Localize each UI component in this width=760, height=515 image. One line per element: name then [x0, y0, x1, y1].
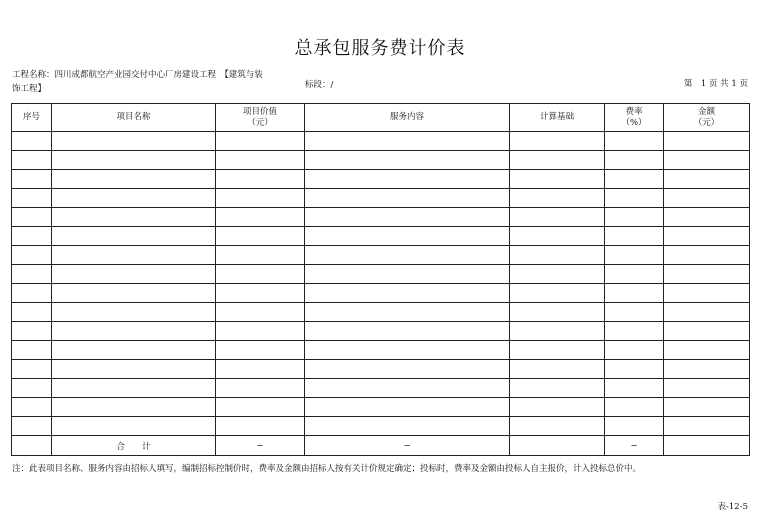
table-cell: [510, 265, 605, 284]
table-cell: [12, 398, 52, 417]
table-row: [12, 360, 750, 379]
table-cell: [216, 246, 305, 265]
total-basis-cell: [510, 436, 605, 456]
fee-table: [11, 103, 750, 456]
table-cell: [216, 265, 305, 284]
table-cell: [52, 246, 216, 265]
table-cell: [664, 132, 750, 151]
col-header-rate: 费率 （%）: [605, 104, 664, 132]
table-cell: [216, 398, 305, 417]
col-header-amount: 金额 （元）: [664, 104, 750, 132]
table-cell: [12, 322, 52, 341]
table-cell: [52, 341, 216, 360]
total-index-cell: [12, 436, 52, 456]
table-cell: [664, 417, 750, 436]
col-header-item-name: 项目名称: [52, 104, 216, 132]
footnote: 注：此表项目名称、服务内容由招标人填写，编制招标控制价时，费率及金额由招标人按有关计价规定确定；投标时，费率及金额由投标人自主报价，计入投标总价中。: [12, 464, 642, 474]
table-cell: [605, 227, 664, 246]
table-cell: [12, 189, 52, 208]
table-row: [12, 341, 750, 360]
table-row: [12, 398, 750, 417]
table-cell: [664, 189, 750, 208]
table-cell: [305, 398, 510, 417]
table-cell: [12, 303, 52, 322]
table-cell: [216, 322, 305, 341]
table-cell: [664, 227, 750, 246]
table-cell: [510, 151, 605, 170]
table-cell: [664, 151, 750, 170]
header-row: [12, 104, 750, 132]
table-cell: [52, 265, 216, 284]
table-cell: [510, 379, 605, 398]
table-cell: [52, 417, 216, 436]
table-cell: [510, 417, 605, 436]
table-cell: [12, 284, 52, 303]
table-cell: [605, 208, 664, 227]
table-cell: [510, 227, 605, 246]
project-name-line2: 饰工程】: [12, 84, 47, 94]
total-row: [12, 436, 750, 456]
total-label: 合 计: [52, 436, 216, 456]
table-cell: [605, 246, 664, 265]
table-cell: [305, 170, 510, 189]
table-cell: [605, 379, 664, 398]
table-row: [12, 189, 750, 208]
table-cell: [12, 379, 52, 398]
table-cell: [216, 189, 305, 208]
table-cell: [216, 284, 305, 303]
table-cell: [605, 360, 664, 379]
table-cell: [216, 303, 305, 322]
table-cell: [216, 379, 305, 398]
col-header-service-content: 服务内容: [305, 104, 510, 132]
table-cell: [605, 151, 664, 170]
table-cell: [52, 360, 216, 379]
table-row: [12, 322, 750, 341]
table-cell: [52, 170, 216, 189]
table-cell: [664, 360, 750, 379]
table-cell: [664, 379, 750, 398]
table-cell: [305, 360, 510, 379]
table-row: [12, 303, 750, 322]
table-row: [12, 208, 750, 227]
table-cell: [216, 341, 305, 360]
table-cell: [12, 132, 52, 151]
col-header-item-value: 项目价值 （元）: [216, 104, 305, 132]
project-name-line1: 工程名称：四川成都航空产业园交付中心厂房建设工程 【建筑与装: [12, 70, 263, 80]
table-cell: [216, 151, 305, 170]
table-row: [12, 379, 750, 398]
section-label: 标段：/: [305, 80, 334, 90]
table-cell: [510, 208, 605, 227]
table-cell: [52, 379, 216, 398]
table-cell: [305, 322, 510, 341]
table-row: [12, 246, 750, 265]
table-cell: [12, 360, 52, 379]
table-cell: [52, 132, 216, 151]
col-header-calc-basis: 计算基础: [510, 104, 605, 132]
table-cell: [605, 417, 664, 436]
table-cell: [510, 284, 605, 303]
table-cell: [510, 246, 605, 265]
table-cell: [305, 151, 510, 170]
table-cell: [216, 360, 305, 379]
table-cell: [305, 417, 510, 436]
table-cell: [52, 284, 216, 303]
table-row: [12, 417, 750, 436]
table-cell: [216, 132, 305, 151]
table-row: [12, 132, 750, 151]
table-cell: [664, 170, 750, 189]
table-cell: [510, 189, 605, 208]
project-name: [12, 68, 302, 96]
form-code: 表-12-5: [717, 502, 748, 512]
table-cell: [12, 246, 52, 265]
table-cell: [605, 284, 664, 303]
table-cell: [12, 151, 52, 170]
table-cell: [52, 189, 216, 208]
table-cell: [605, 170, 664, 189]
table-cell: [12, 227, 52, 246]
table-cell: [52, 227, 216, 246]
table-cell: [664, 303, 750, 322]
table-cell: [305, 284, 510, 303]
table-row: [12, 284, 750, 303]
table-row: [12, 227, 750, 246]
table-cell: [305, 208, 510, 227]
table-cell: [605, 132, 664, 151]
total-service-cell: −: [305, 436, 510, 456]
table-cell: [605, 303, 664, 322]
table-row: [12, 265, 750, 284]
table-cell: [305, 379, 510, 398]
table-cell: [52, 303, 216, 322]
table-row: [12, 151, 750, 170]
table-cell: [305, 303, 510, 322]
table-cell: [216, 227, 305, 246]
table-title: 总承包服务费计价表: [294, 38, 466, 59]
table-cell: [52, 398, 216, 417]
table-cell: [305, 227, 510, 246]
table-cell: [510, 341, 605, 360]
table-cell: [52, 208, 216, 227]
table-cell: [664, 322, 750, 341]
table-cell: [605, 265, 664, 284]
table-cell: [216, 170, 305, 189]
table-cell: [216, 208, 305, 227]
table-cell: [52, 151, 216, 170]
table-row: [12, 170, 750, 189]
table-cell: [664, 265, 750, 284]
table-cell: [664, 398, 750, 417]
table-cell: [52, 322, 216, 341]
table-cell: [510, 303, 605, 322]
table-cell: [510, 398, 605, 417]
table-cell: [305, 341, 510, 360]
table-cell: [664, 341, 750, 360]
table-cell: [664, 246, 750, 265]
table-cell: [12, 265, 52, 284]
table-cell: [510, 360, 605, 379]
table-cell: [12, 341, 52, 360]
total-rate-cell: −: [605, 436, 664, 456]
table-cell: [605, 341, 664, 360]
table-cell: [510, 322, 605, 341]
table-cell: [664, 208, 750, 227]
table-cell: [305, 265, 510, 284]
total-amount-cell: [664, 436, 750, 456]
col-header-index: 序号: [12, 104, 52, 132]
table-cell: [664, 284, 750, 303]
table-cell: [305, 132, 510, 151]
total-value-cell: −: [216, 436, 305, 456]
table-cell: [12, 170, 52, 189]
table-cell: [305, 246, 510, 265]
table-cell: [605, 189, 664, 208]
table-cell: [605, 322, 664, 341]
page-indicator: 第 1 页 共 1 页: [683, 79, 748, 89]
table-cell: [305, 189, 510, 208]
table-cell: [12, 208, 52, 227]
table-cell: [605, 398, 664, 417]
table-cell: [12, 417, 52, 436]
table-cell: [216, 417, 305, 436]
table-cell: [510, 132, 605, 151]
table-cell: [510, 170, 605, 189]
